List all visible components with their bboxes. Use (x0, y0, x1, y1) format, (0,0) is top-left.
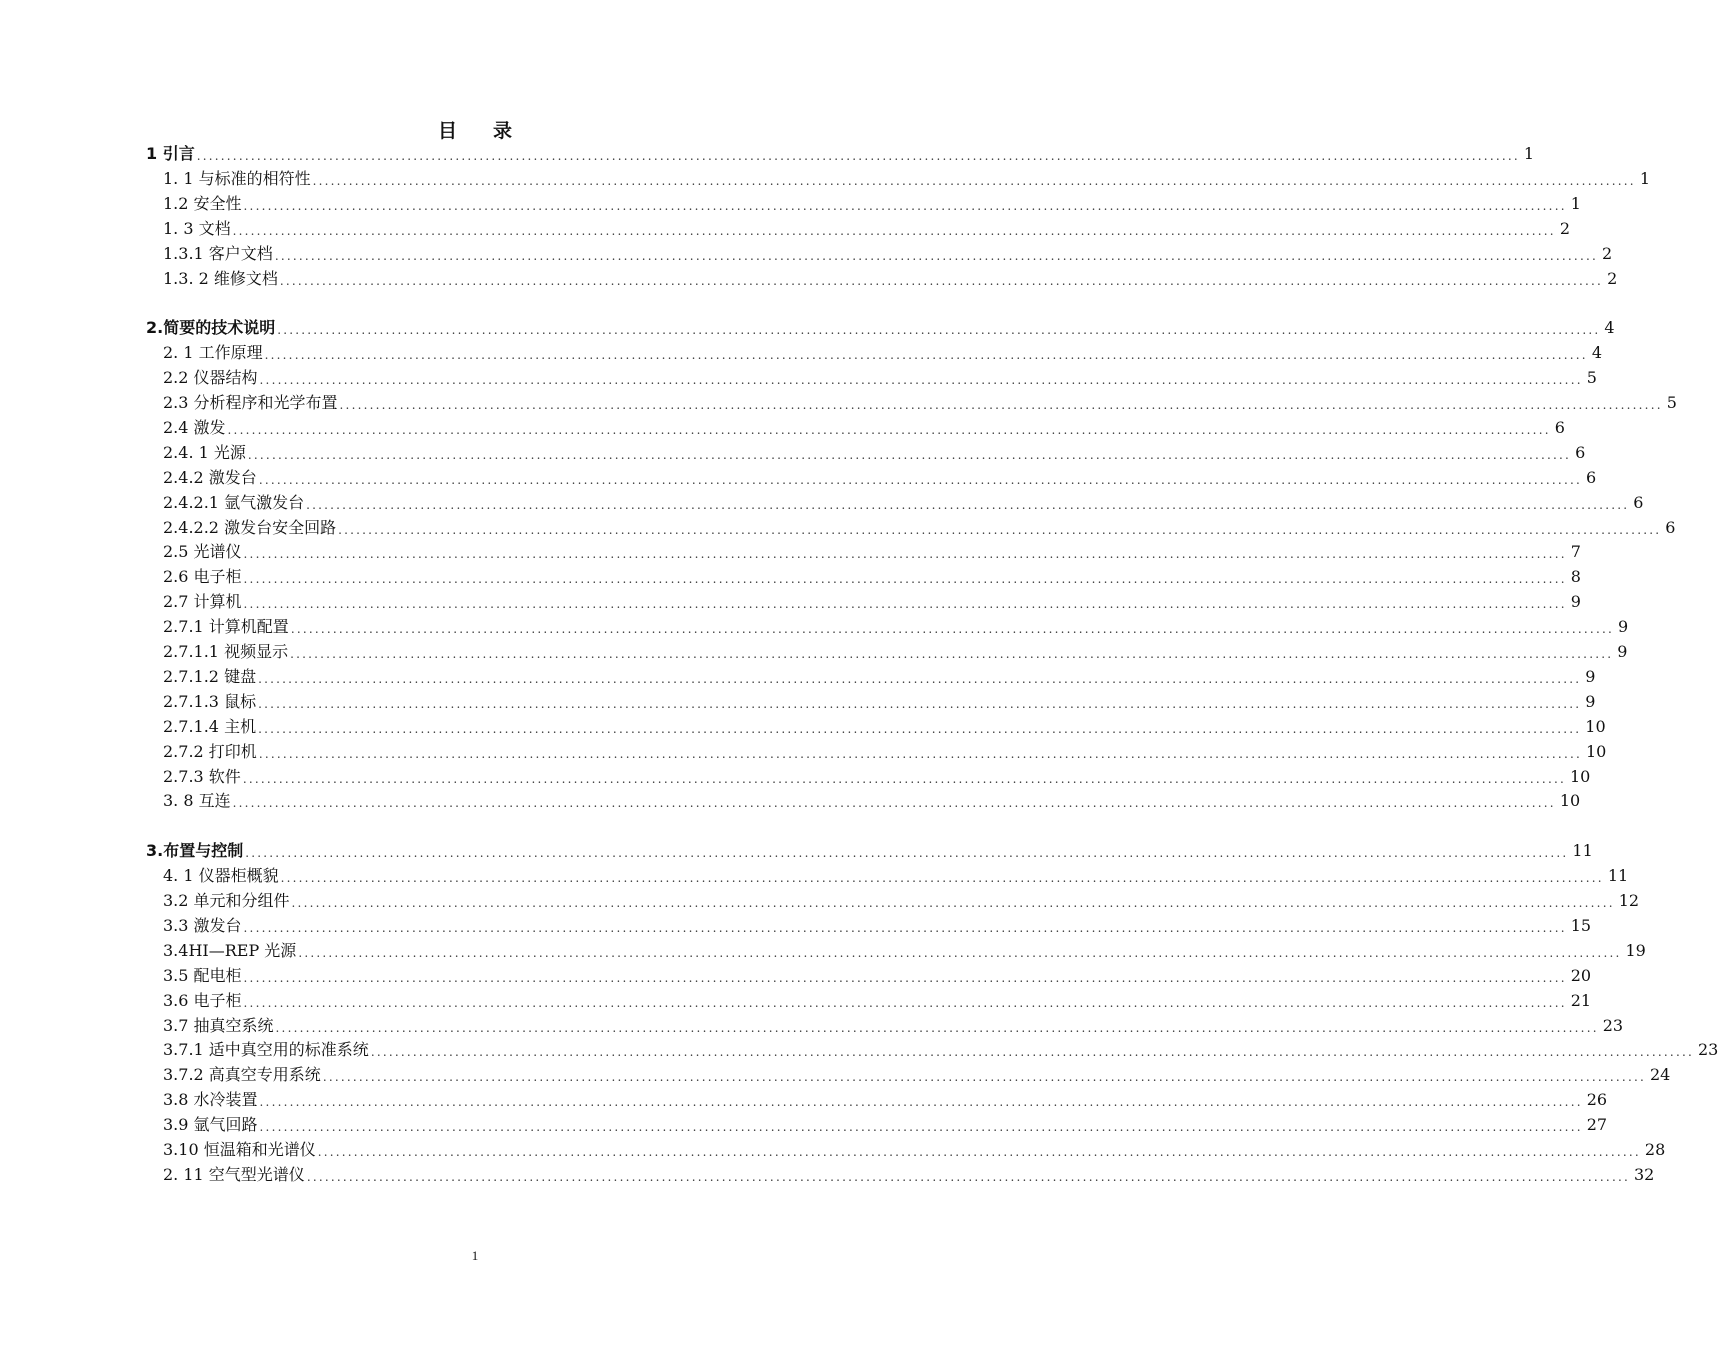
toc-entry-row[interactable] (163, 913, 1592, 937)
toc-entry-row[interactable] (163, 963, 1592, 987)
toc-leader-dots: ............................................................................................................................................................................................................................ (339, 398, 1663, 412)
toc-entry-title: 3.7 抽真空系统 (163, 1015, 274, 1035)
toc-entry-page: 1 (1523, 144, 1535, 163)
toc-entry-page: 6 (1554, 417, 1565, 437)
toc-leader-dots: ............................................................................................................................................................................................................................ (280, 871, 1604, 886)
toc-entry-row[interactable] (163, 639, 1628, 663)
toc-entry-title: 2.7.1.2 键盘 (163, 666, 257, 686)
toc-entry-title: 1. 1 与标准的相符性 (163, 168, 311, 188)
toc-entry-title: 2.4.2.2 激发台安全回路 (163, 517, 337, 537)
toc-entry-page: 6 (1633, 492, 1644, 512)
toc-entry-title: 1.3. 2 维修文档 (163, 268, 278, 288)
toc-entry-row[interactable] (163, 863, 1629, 887)
toc-chapter-row[interactable] (146, 315, 1615, 339)
toc-entry-page: 24 (1650, 1065, 1671, 1085)
toc-entry-row[interactable] (163, 365, 1597, 389)
toc-entry-row[interactable] (163, 539, 1581, 563)
toc-entry-page: 9 (1585, 666, 1596, 686)
toc-entry-row[interactable] (163, 589, 1581, 613)
toc-leader-dots: ............................................................................................................................................................................................................................ (243, 920, 1567, 935)
toc-entry-title: 2.4.2 激发台 (163, 467, 257, 487)
toc-entry-page: 20 (1570, 965, 1592, 985)
toc-leader-dots: ............................................................................................................................................................................................................................ (306, 497, 1630, 512)
toc-entry-title: 2.7.3 软件 (163, 766, 241, 786)
toc-leader-dots: ............................................................................................................................................................................................................................ (306, 1169, 1630, 1184)
toc-entry-page: 5 (1586, 368, 1597, 388)
toc-entry-row[interactable] (163, 614, 1629, 638)
toc-entry-title: 1. 3 文档 (163, 218, 231, 238)
toc-entry-row[interactable] (163, 714, 1606, 738)
toc-entry-row[interactable] (163, 166, 1650, 190)
toc-leader-dots: ............................................................................................................................................................................................................................ (258, 746, 1582, 761)
toc-entry-title: 4. 1 仪器柜概貌 (163, 866, 279, 886)
toc-leader-dots: ............................................................................................................................................................................................................................ (338, 522, 1662, 537)
toc-leader-dots: ............................................................................................................................................................................................................................ (232, 796, 1556, 811)
toc-chapter-row[interactable] (146, 141, 1535, 165)
toc-entry-row[interactable] (163, 938, 1646, 962)
toc-entry-row[interactable] (163, 440, 1586, 464)
toc-entry-row[interactable] (163, 216, 1570, 240)
toc-leader-dots: ............................................................................................................................................................................................................................ (322, 1070, 1646, 1085)
toc-entry-title: 2.7.1.1 视频显示 (163, 642, 289, 661)
toc-leader-dots: ............................................................................................................................................................................................................................ (196, 149, 1520, 163)
toc-leader-dots: ............................................................................................................................................................................................................................ (243, 597, 1567, 612)
toc-entry-row[interactable] (163, 465, 1597, 489)
toc-entry-row[interactable] (163, 415, 1565, 439)
toc-entry-row[interactable] (163, 1013, 1624, 1037)
toc-entry-page: 1 (1639, 168, 1650, 188)
toc-leader-dots: ............................................................................................................................................................................................................................ (243, 198, 1567, 213)
toc-entry-page: 10 (1586, 741, 1607, 761)
toc-entry-page: 23 (1602, 1015, 1624, 1035)
toc-entry-row[interactable] (163, 1137, 1666, 1161)
toc-entry-page: 8 (1570, 567, 1581, 587)
toc-leader-dots: ............................................................................................................................................................................................................................ (290, 622, 1614, 637)
toc-leader-dots: ............................................................................................................................................................................................................................ (298, 945, 1622, 960)
toc-entry-page: 10 (1570, 766, 1591, 786)
toc-entry-page: 11 (1607, 866, 1629, 886)
toc-entry-row[interactable] (163, 888, 1640, 912)
toc-entry-title: 2.7.1.4 主机 (163, 716, 257, 736)
toc-entry-page: 9 (1618, 617, 1629, 637)
toc-leader-dots: ............................................................................................................................................................................................................................ (247, 447, 1572, 462)
toc-leader-dots: ............................................................................................................................................................................................................................ (242, 771, 1566, 786)
toc-entry-title: 3.7.1 适中真空用的标准系统 (163, 1040, 369, 1060)
toc-entry-row[interactable] (163, 241, 1613, 265)
toc-entry-row[interactable] (163, 1087, 1608, 1111)
toc-leader-dots: ............................................................................................................................................................................................................................ (258, 671, 1582, 686)
toc-entry-title: 2.2 仪器结构 (163, 368, 258, 388)
toc-entry-title: 1.3.1 客户文档 (163, 243, 273, 263)
toc-entry-page: 2 (1602, 243, 1613, 263)
toc-entry-page: 26 (1586, 1090, 1608, 1110)
toc-entry-page: 9 (1570, 592, 1581, 612)
toc-entry-title: 2.5 光谱仪 (163, 542, 242, 562)
toc-leader-dots: ............................................................................................................................................................................................................................ (227, 422, 1551, 437)
toc-entry-page: 2 (1559, 218, 1570, 238)
toc-entry-title: 3.9 氩气回路 (163, 1115, 258, 1135)
toc-entry-row[interactable] (163, 564, 1581, 588)
toc-entry-title: 2.4. 1 光源 (163, 442, 246, 462)
toc-entry-title: 2. 11 空气型光谱仪 (163, 1164, 305, 1184)
toc-entry-page: 9 (1585, 691, 1596, 711)
toc-entry-title: 2.7.2 打印机 (163, 741, 257, 761)
toc-entry-page: 10 (1559, 791, 1581, 811)
toc-entry-page: 4 (1604, 318, 1615, 338)
toc-title (0, 116, 950, 143)
toc-entry-title: 2.简要的技术说明 (146, 318, 276, 338)
toc-leader-dots: ............................................................................................................................................................................................................................ (290, 647, 1614, 661)
toc-entry-title: 3.5 配电柜 (163, 965, 242, 985)
toc-entry-row[interactable] (163, 1112, 1608, 1136)
toc-entry-page: 21 (1570, 990, 1592, 1010)
toc-entry-row[interactable] (163, 340, 1602, 364)
toc-entry-title: 1.2 安全性 (163, 193, 242, 213)
toc-title-right: 录 (493, 120, 513, 142)
page-number: 1 (471, 1248, 479, 1263)
toc-entry-page: 19 (1625, 940, 1646, 960)
toc-entry-row[interactable] (163, 788, 1581, 812)
toc-entry-title: 2.7.1.3 鼠标 (163, 691, 257, 711)
toc-entry-row[interactable] (163, 390, 1677, 414)
toc-entry-title: 3.布置与控制 (146, 841, 244, 861)
toc-entry-title: 2.7 计算机 (163, 592, 242, 612)
toc-entry-row[interactable] (163, 1162, 1655, 1186)
toc-entry-row[interactable] (163, 739, 1607, 763)
toc-entry-title: 3.4HI—REP 光源 (163, 940, 297, 960)
toc-leader-dots: ............................................................................................................................................................................................................................ (279, 273, 1604, 288)
toc-leader-dots: ............................................................................................................................................................................................................................ (243, 572, 1567, 587)
toc-entry-page: 15 (1570, 915, 1592, 935)
toc-entry-title: 3.2 单元和分组件 (163, 891, 290, 910)
toc-entry-title: 2.6 电子柜 (163, 567, 242, 587)
toc-entry-title: 2. 1 工作原理 (163, 343, 263, 363)
toc-entry-page: 1 (1570, 193, 1581, 213)
toc-entry-title: 3.8 水冷装置 (163, 1090, 258, 1110)
toc-entry-page: 6 (1586, 467, 1597, 487)
toc-entry-title: 3.3 激发台 (163, 915, 242, 935)
toc-leader-dots: ............................................................................................................................................................................................................................ (274, 248, 1598, 263)
toc-entry-page: 6 (1665, 517, 1676, 537)
toc-leader-dots: ............................................................................................................................................................................................................................ (243, 970, 1567, 985)
toc-leader-dots: ............................................................................................................................................................................................................................ (370, 1045, 1694, 1060)
toc-entry-title: 3.6 电子柜 (163, 990, 242, 1010)
toc-entry-page: 9 (1617, 642, 1628, 661)
toc-entry-row[interactable] (163, 689, 1596, 713)
toc-entry-row[interactable] (163, 490, 1644, 514)
toc-leader-dots: ............................................................................................................................................................................................................................ (259, 373, 1583, 388)
toc-entry-title: 1 引言 (146, 144, 195, 163)
toc-entry-page: 23 (1698, 1040, 1718, 1060)
toc-leader-dots: ............................................................................................................................................................................................................................ (232, 223, 1556, 238)
toc-leader-dots: ............................................................................................................................................................................................................................ (258, 472, 1582, 487)
toc-leader-dots: ............................................................................................................................................................................................................................ (258, 721, 1582, 736)
toc-leader-dots: ............................................................................................................................................................................................................................ (277, 323, 1601, 338)
toc-entry-page: 10 (1585, 716, 1606, 736)
toc-chapter-row[interactable] (146, 838, 1593, 862)
toc-entry-row[interactable] (163, 764, 1591, 788)
toc-entry-title: 3.10 恒温箱和光谱仪 (163, 1140, 316, 1159)
toc-entry-page: 11 (1572, 841, 1593, 861)
toc-entry-row[interactable] (163, 266, 1618, 290)
toc-entry-page: 12 (1618, 891, 1640, 910)
toc-entry-row[interactable] (163, 515, 1676, 539)
toc-leader-dots: ............................................................................................................................................................................................................................ (243, 995, 1567, 1010)
toc-leader-dots: ............................................................................................................................................................................................................................ (259, 1120, 1583, 1135)
toc-entry-page: 32 (1634, 1164, 1655, 1184)
toc-entry-title: 3.7.2 高真空专用系统 (163, 1065, 321, 1085)
toc-entry-title: 2.4 激发 (163, 417, 226, 437)
toc-leader-dots: ............................................................................................................................................................................................................................ (264, 348, 1588, 363)
toc-entry-row[interactable] (163, 1037, 1718, 1061)
toc-entry-row[interactable] (163, 988, 1592, 1012)
toc-leader-dots: ............................................................................................................................................................................................................................ (275, 1020, 1599, 1035)
toc-entry-row[interactable] (163, 191, 1581, 215)
toc-entry-page: 28 (1644, 1140, 1666, 1159)
toc-entry-page: 4 (1591, 343, 1602, 363)
toc-leader-dots: ............................................................................................................................................................................................................................ (312, 173, 1636, 188)
toc-title-left: 目 (437, 120, 457, 142)
toc-entry-row[interactable] (163, 1062, 1671, 1086)
toc-entry-page: 6 (1575, 442, 1586, 462)
toc-leader-dots: ............................................................................................................................................................................................................................ (259, 1095, 1583, 1110)
toc-entry-title: 2.7.1 计算机配置 (163, 617, 289, 637)
toc-entry-page: 27 (1586, 1115, 1608, 1135)
toc-leader-dots: ............................................................................................................................................................................................................................ (317, 1145, 1641, 1159)
toc-entry-row[interactable] (163, 664, 1596, 688)
toc-entry-page: 2 (1607, 268, 1618, 288)
toc-entry-title: 2.4.2.1 氩气激发台 (163, 492, 305, 512)
toc-leader-dots: ............................................................................................................................................................................................................................ (291, 896, 1615, 910)
toc-leader-dots: ............................................................................................................................................................................................................................ (245, 846, 1569, 861)
toc-entry-title: 3. 8 互连 (163, 791, 231, 811)
toc-entry-page: 5 (1666, 393, 1677, 412)
toc-entry-page: 7 (1570, 542, 1581, 562)
toc-leader-dots: ............................................................................................................................................................................................................................ (243, 547, 1567, 562)
toc-leader-dots: ............................................................................................................................................................................................................................ (258, 696, 1582, 711)
toc-entry-title: 2.3 分析程序和光学布置 (163, 393, 338, 412)
